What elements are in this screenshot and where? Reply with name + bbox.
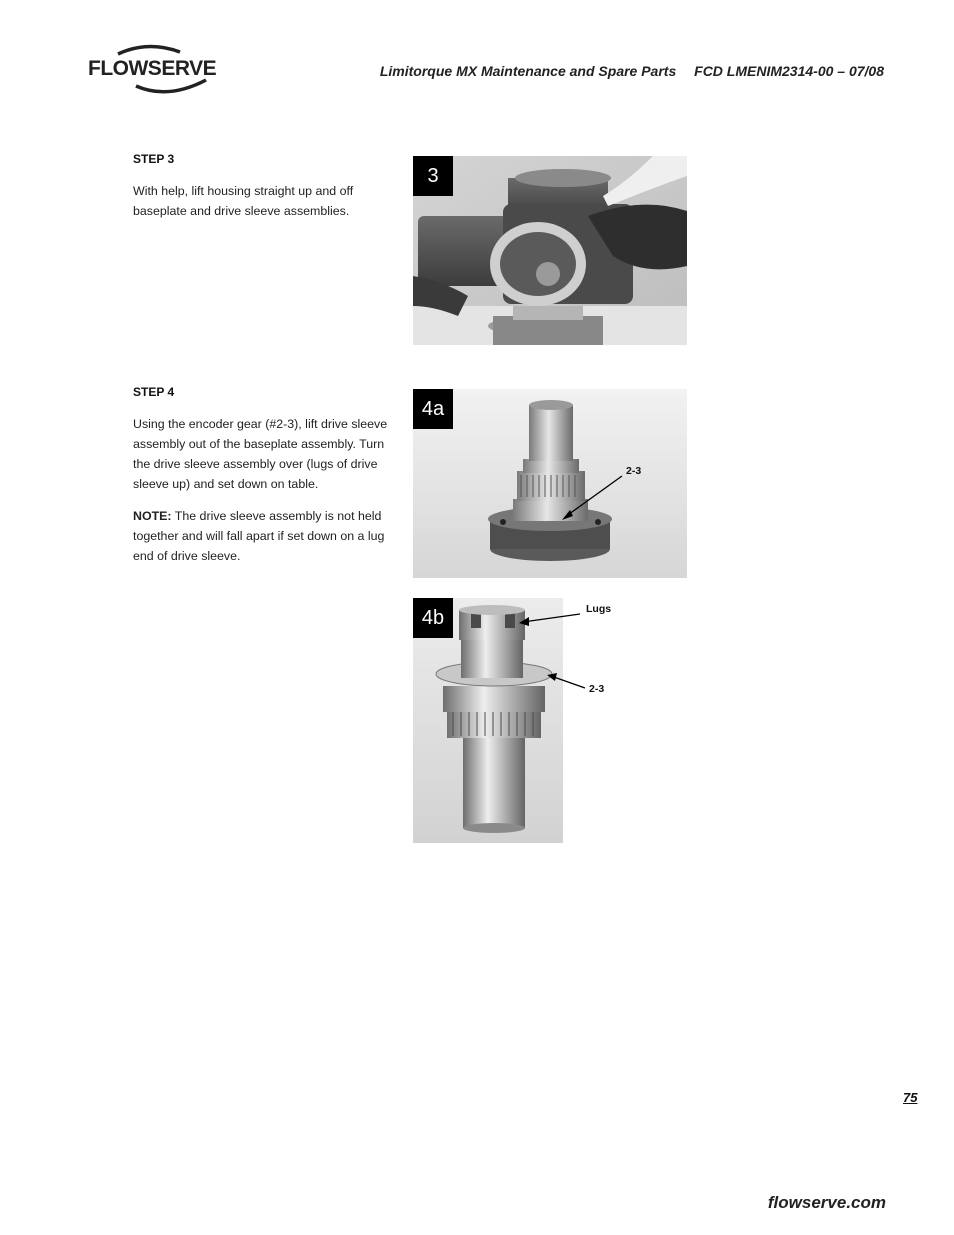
figure-4a-callout-2-3: 2-3 [626, 465, 642, 477]
figure-4a-tag: 4a [413, 389, 453, 429]
figure-4b-photo [413, 598, 563, 843]
drive-sleeve-in-baseplate-illustration [413, 389, 687, 578]
step-3-heading: STEP 3 [133, 152, 175, 166]
step-4-note [133, 506, 388, 566]
step-3-text: With help, lift housing straight up and off baseplate and drive sleeve assemblies. [133, 184, 354, 218]
figure-3-tag: 3 [413, 156, 453, 196]
step-4-text: Using the encoder gear (#2-3), lift drive sleeve assembly out of the baseplate assembly. Turn the drive sleeve assembly over (lugs of drive sleeve up) and set down on table. [133, 417, 388, 491]
manual-title: Limitorque MX Maintenance and Spare Parts [379, 63, 677, 79]
page-header [380, 63, 884, 79]
housing-lift-illustration [413, 156, 687, 345]
figure-4b-callout-lugs: Lugs [586, 603, 612, 615]
page-number: 75 [903, 1090, 918, 1105]
note-text: The drive sleeve assembly is not held together and will fall apart if set down on a lug end of drive sleeve. [133, 509, 385, 563]
logo-wordmark: FLOWSERVE [88, 57, 217, 80]
figure-4b-callout-2-3: 2-3 [589, 683, 605, 695]
footer-website-link[interactable]: flowserve.com [767, 1193, 886, 1212]
figure-4b-tag: 4b [413, 598, 453, 638]
figure-4a-photo [413, 389, 687, 578]
step-4-heading: STEP 4 [133, 385, 175, 399]
flowserve-logo [88, 42, 228, 98]
figure-3-photo [413, 156, 687, 345]
note-label: NOTE: [133, 509, 172, 523]
document-code: FCD LMENIM2314-00 – 07/08 [694, 63, 884, 79]
